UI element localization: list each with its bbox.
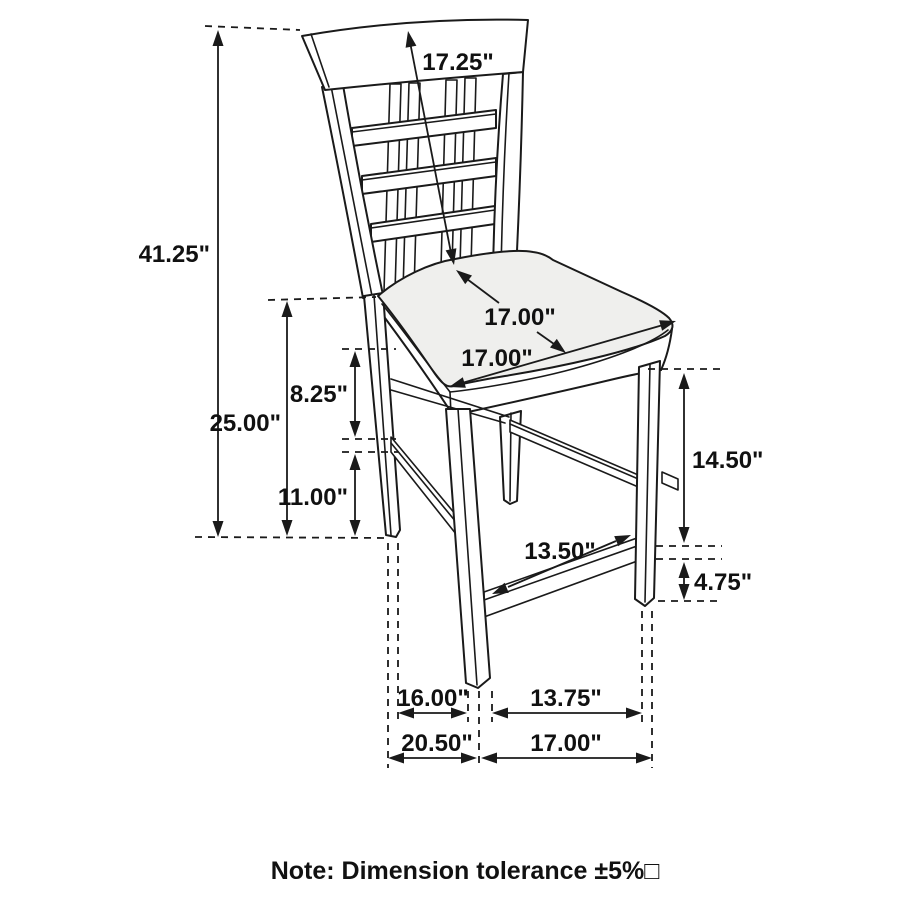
- arrow-down: [282, 520, 293, 536]
- arrow-right: [636, 753, 652, 764]
- label-seat-to-side-stretcher: 8.25": [289, 381, 348, 408]
- label-overall-height: 41.25": [138, 241, 210, 268]
- label-side-leg-spacing: 16.00": [397, 685, 469, 712]
- arrow-up: [213, 30, 224, 46]
- ext-floor-left: [195, 537, 388, 538]
- arrow-down: [350, 421, 361, 437]
- arrow-down: [213, 521, 224, 537]
- arrow-up: [350, 454, 361, 470]
- label-apron-to-front-stretcher: 14.50": [692, 447, 764, 474]
- label-seat-height: 25.00": [209, 410, 281, 437]
- left-side-stretcher: [391, 437, 456, 534]
- arrow-up: [350, 351, 361, 367]
- ext-top-of-back: [205, 26, 300, 30]
- arrow-up: [282, 301, 293, 317]
- arrow-left: [481, 753, 497, 764]
- arrow-up: [679, 562, 690, 578]
- backrest-top-rail: [302, 20, 528, 90]
- tolerance-note: Note: Dimension tolerance ±5%□: [270, 857, 660, 885]
- label-footprint-width: 17.00": [530, 730, 602, 757]
- arrow-left: [492, 708, 508, 719]
- stretchers-and-front-legs: [391, 361, 660, 688]
- arrow-down: [679, 584, 690, 600]
- label-side-stretcher-to-floor: 11.00": [277, 484, 348, 511]
- arrow-down: [350, 520, 361, 536]
- label-seat-depth: 17.00": [484, 304, 556, 331]
- arrow-up: [679, 373, 690, 389]
- label-backrest-length: 17.25": [422, 49, 494, 76]
- label-front-stretcher-length: 13.50": [524, 538, 596, 565]
- right-side-stretcher-edge: [510, 424, 643, 481]
- seat: [378, 251, 672, 416]
- label-seat-width: 17.00": [461, 345, 533, 372]
- arrow-right: [626, 708, 642, 719]
- label-footprint-depth: 20.50": [401, 730, 473, 757]
- ext-seat-top-left: [268, 297, 376, 300]
- left-side-stretcher-edge: [391, 443, 456, 522]
- arrow-down: [679, 527, 690, 543]
- right-side-stretcher: [510, 420, 643, 489]
- right-side-stretcher-end: [662, 472, 678, 490]
- label-front-leg-spacing: 13.75": [530, 685, 602, 712]
- label-front-stretcher-to-floor: 4.75": [694, 569, 753, 596]
- back-slat-horizontal-2: [362, 158, 496, 194]
